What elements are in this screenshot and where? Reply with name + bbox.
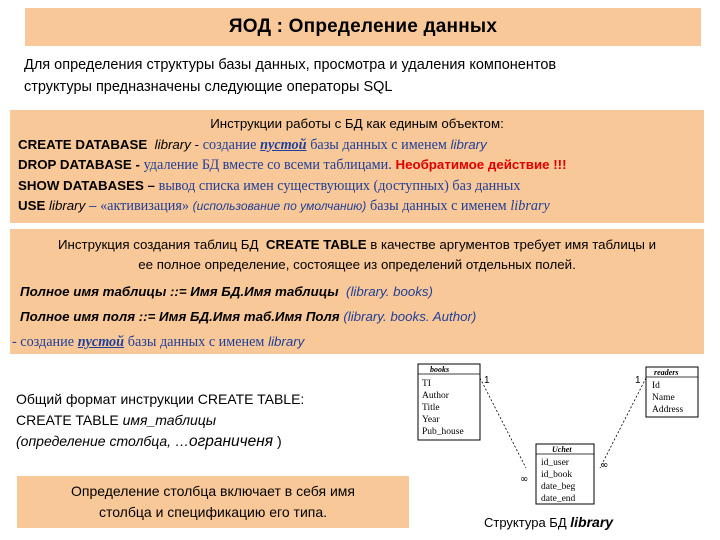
entity-books-field: Title bbox=[422, 403, 440, 413]
diagram-caption bbox=[484, 514, 613, 530]
entity-readers-title: readers bbox=[654, 368, 679, 377]
format-close-paren: ) bbox=[276, 433, 282, 449]
relation-books-uchet bbox=[480, 378, 526, 468]
use-desc: «активизация» bbox=[100, 198, 189, 214]
full-table-name-example: (library. books) bbox=[346, 284, 433, 299]
entity-readers-field: Id bbox=[652, 381, 660, 391]
intro-text bbox=[24, 54, 704, 98]
entity-uchet-field: id_user bbox=[541, 458, 569, 468]
database-structure-diagram bbox=[408, 358, 720, 518]
entity-readers bbox=[646, 367, 698, 417]
intro-line-1: Для определения структуры базы данных, просмотра и удаления компонентов bbox=[24, 57, 557, 73]
create-empty-db-name: library bbox=[268, 334, 305, 349]
intro-line-2: структуры предназначены следующие операторы SQL bbox=[24, 79, 393, 95]
entity-books-field: TI bbox=[422, 379, 431, 389]
entity-uchet-field: date_end bbox=[541, 494, 576, 504]
use-cmd: USE bbox=[18, 198, 46, 213]
create-table-cmd: CREATE TABLE bbox=[265, 237, 367, 252]
entity-books bbox=[418, 364, 480, 440]
rel-many-left: ∞ bbox=[520, 474, 529, 485]
entity-uchet-title: Uchet bbox=[552, 445, 572, 454]
entity-uchet-field: date_beg bbox=[541, 482, 576, 492]
slide-title: ЯОД : Определение данных bbox=[25, 8, 701, 46]
create-database-desc-2: базы данных с именем bbox=[310, 136, 447, 153]
create-table-para-c: ее полное определение, состоящее из определений отдельных полей. bbox=[138, 257, 576, 272]
rel-one-left: 1 bbox=[484, 375, 490, 386]
create-table-box bbox=[10, 229, 704, 354]
show-databases-cmd: SHOW DATABASES – bbox=[18, 177, 155, 193]
column-note-line-2: столбца и спецификацию его типа. bbox=[98, 504, 328, 520]
show-databases-desc: вывод списка имен существующих (доступных) баз данных bbox=[158, 177, 521, 194]
create-database-empty: пустой bbox=[260, 136, 307, 153]
create-empty-db-b: базы данных с именем bbox=[127, 334, 265, 350]
use-desc-2: базы данных с именем bbox=[370, 198, 507, 214]
column-note-line-1: Определение столбца включает в себя имя bbox=[71, 483, 355, 499]
database-instructions-header: Инструкции работы с БД как единым объектом: bbox=[210, 116, 504, 131]
use-arg: library bbox=[49, 198, 86, 213]
create-database-cmd: CREATE DATABASE bbox=[18, 136, 148, 152]
create-database-arg: library bbox=[154, 136, 191, 152]
format-line-1: Общий формат инструкции CREATE TABLE: bbox=[16, 391, 305, 407]
entity-uchet-field: id_book bbox=[541, 470, 573, 480]
use-name: library bbox=[510, 198, 550, 214]
entity-books-field: Author bbox=[422, 391, 449, 401]
entity-books-title: books bbox=[430, 365, 450, 374]
full-field-name-line bbox=[10, 309, 704, 324]
format-column-def: (определение столбца, … bbox=[16, 433, 189, 449]
drop-database-line bbox=[10, 155, 704, 176]
create-empty-db-em: пустой bbox=[77, 334, 125, 350]
entity-books-field: Year bbox=[422, 415, 440, 425]
irreversible-warning: Необратимое действие !!! bbox=[395, 157, 567, 172]
create-table-para-b: в качестве аргументов требует имя таблицы и bbox=[370, 237, 657, 252]
create-empty-db-line bbox=[10, 334, 704, 351]
create-database-desc: создание bbox=[202, 136, 257, 153]
database-instructions-box bbox=[10, 110, 704, 223]
format-line-3 bbox=[16, 431, 376, 452]
full-field-name-formula: Полное имя поля ::= Имя БД.Имя таб.Имя Поля bbox=[20, 309, 340, 324]
use-line bbox=[10, 196, 704, 217]
show-databases-line bbox=[10, 176, 704, 197]
use-note: (использование по умолчанию) bbox=[192, 199, 367, 213]
rel-one-right: 1 bbox=[635, 375, 641, 386]
format-constraints: ограниченя bbox=[188, 433, 274, 450]
format-line-2 bbox=[16, 410, 376, 431]
create-database-line bbox=[10, 135, 704, 156]
create-table-paragraph bbox=[10, 235, 704, 275]
full-field-name-example: (library. books. Author) bbox=[343, 309, 477, 324]
use-dash: – bbox=[88, 198, 97, 213]
create-table-format bbox=[16, 389, 376, 452]
create-table-para-a: Инструкция создания таблиц БД bbox=[57, 237, 259, 252]
entity-readers-field: Address bbox=[652, 405, 684, 415]
create-empty-db-a: - создание bbox=[12, 334, 75, 350]
create-database-name: library bbox=[450, 136, 487, 152]
relation-readers-uchet bbox=[600, 378, 646, 468]
create-database-dash: - bbox=[190, 136, 203, 152]
diagram-caption-name: library bbox=[570, 514, 614, 530]
diagram-caption-text: Структура БД bbox=[484, 515, 567, 530]
drop-database-cmd: DROP DATABASE - bbox=[18, 157, 140, 172]
rel-many-right: ∞ bbox=[600, 460, 609, 471]
drop-database-desc: удаление БД вместе со всеми таблицами. bbox=[143, 157, 392, 173]
full-table-name-formula: Полное имя таблицы ::= Имя БД.Имя таблицы bbox=[20, 284, 339, 299]
format-table-name: имя_таблицы bbox=[122, 412, 217, 428]
full-table-name-line bbox=[10, 284, 704, 299]
format-keyword: CREATE TABLE bbox=[16, 412, 119, 428]
entity-readers-field: Name bbox=[652, 393, 675, 403]
entity-books-field: Pub_house bbox=[422, 427, 464, 437]
entity-uchet bbox=[536, 444, 594, 504]
column-definition-note bbox=[17, 476, 409, 528]
